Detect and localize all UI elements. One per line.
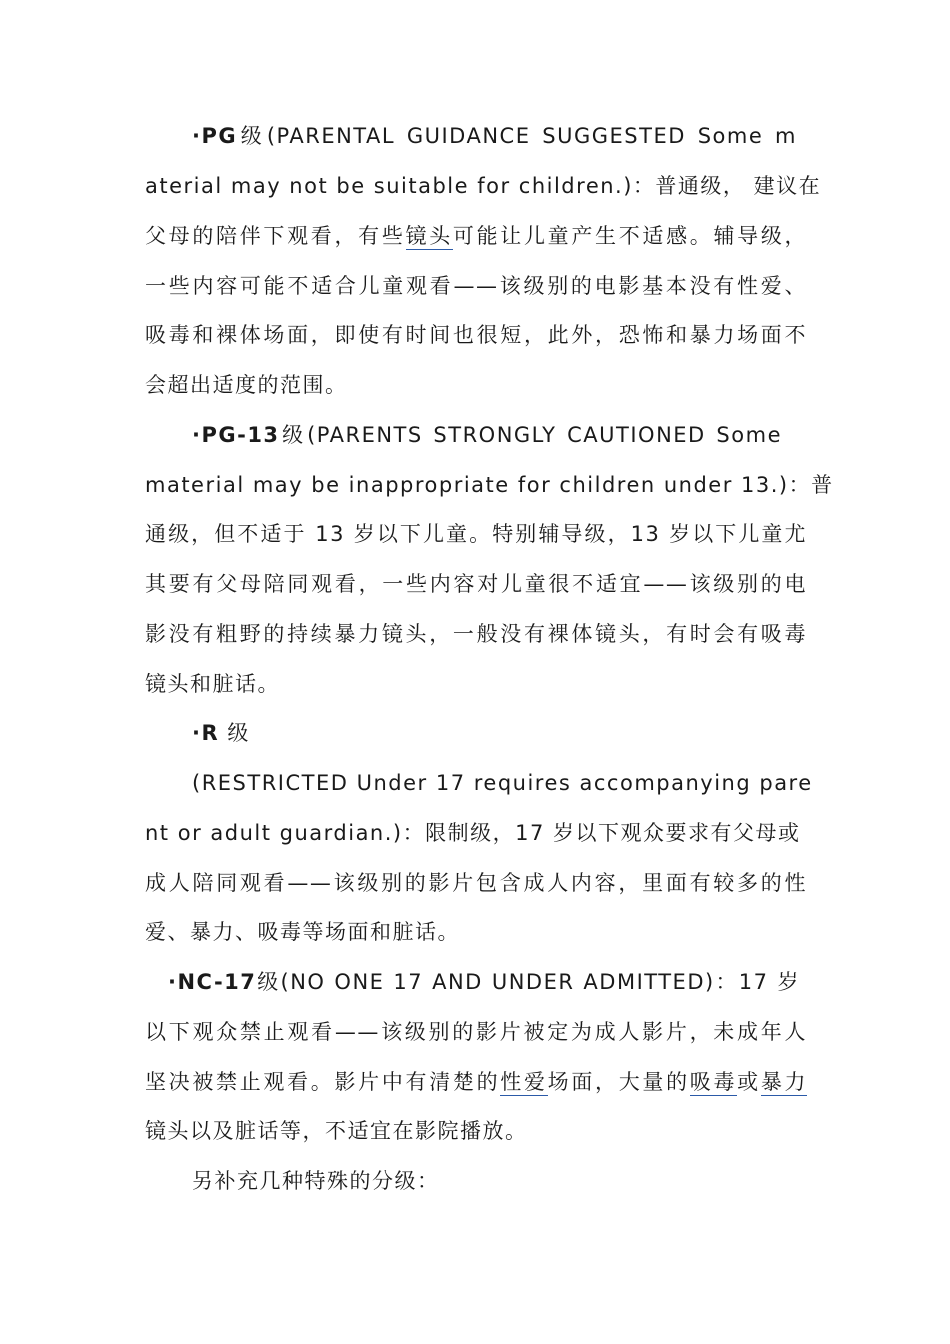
paragraph-line: 一些内容可能不适合儿童观看——该级别的电影基本没有性爱、 xyxy=(145,274,807,298)
paragraph-line: 镜头以及脏话等，不适宜在影院播放。 xyxy=(145,1119,528,1143)
paragraph-line: aterial may not be suitable for children.)：普通级， 建议在 xyxy=(145,174,822,198)
paragraph-line xyxy=(145,1057,807,1107)
paragraph-line: 其要有父母陪同观看，一些内容对儿童很不适宜——该级别的电 xyxy=(145,572,807,596)
supplement-note: 另补充几种特殊的分级： xyxy=(192,1169,440,1193)
paragraph-line: 爱、暴力、吸毒等场面和脏话。 xyxy=(145,920,460,944)
nc17-heading-text: 级(NO ONE 17 AND UNDER ADMITTED)：17 岁 xyxy=(256,970,800,994)
hyperlink-xidu[interactable]: 吸毒 xyxy=(689,1070,738,1094)
pg13-heading-text: 级(PARENTS STRONGLY CAUTIONED Some xyxy=(279,423,782,447)
pg13-rating-label: ·PG-13 xyxy=(192,423,280,447)
paragraph-line: 镜头和脏话。 xyxy=(145,672,280,696)
paragraph-line: 通级，但不适于 13 岁以下儿童。特别辅导级，13 岁以下儿童尤 xyxy=(145,522,807,546)
paragraph-line: material may be inappropriate for children under 13.)：普 xyxy=(145,473,834,497)
nc17-heading-line xyxy=(168,957,800,1007)
pg-heading-text: 级(PARENTAL GUIDANCE SUGGESTED Some m xyxy=(237,124,797,148)
paragraph-line: 以下观众禁止观看——该级别的影片被定为成人影片，未成年人 xyxy=(145,1020,807,1044)
text-span: 父母的陪伴下观看，有些 xyxy=(145,224,406,248)
r-heading-line xyxy=(192,708,797,758)
hyperlink-xingai[interactable]: 性爱 xyxy=(500,1070,548,1094)
paragraph-line: (RESTRICTED Under 17 requires accompanying pare xyxy=(192,771,813,795)
paragraph-line: 影没有粗野的持续暴力镜头，一般没有裸体镜头，有时会有吸毒 xyxy=(145,622,807,646)
paragraph-line: 会超出适度的范围。 xyxy=(145,373,348,397)
text-span: 场面，大量的 xyxy=(547,1070,690,1094)
pg13-heading-line xyxy=(192,410,782,460)
hyperlink-jingtou[interactable]: 镜头 xyxy=(405,224,453,248)
r-heading-text: 级 xyxy=(227,721,250,745)
nc17-rating-label: ·NC-17 xyxy=(168,970,257,994)
paragraph-line: 成人陪同观看——该级别的影片包含成人内容，里面有较多的性 xyxy=(145,871,807,895)
hyperlink-baoli[interactable]: 暴力 xyxy=(760,1070,808,1094)
paragraph-line: 吸毒和裸体场面，即使有时间也很短，此外，恐怖和暴力场面不 xyxy=(145,323,807,347)
pg-heading-line xyxy=(192,111,797,161)
paragraph-line xyxy=(145,211,807,261)
pg-rating-label: ·PG xyxy=(192,124,238,148)
r-rating-label: ·R xyxy=(192,721,220,745)
text-span: 或 xyxy=(737,1070,761,1094)
text-span: 坚决被禁止观看。影片中有清楚的 xyxy=(145,1070,501,1094)
text-span: 可能让儿童产生不适感。辅导级， xyxy=(452,224,808,248)
paragraph-line: nt or adult guardian.)：限制级，17 岁以下观众要求有父母或 xyxy=(145,821,801,845)
